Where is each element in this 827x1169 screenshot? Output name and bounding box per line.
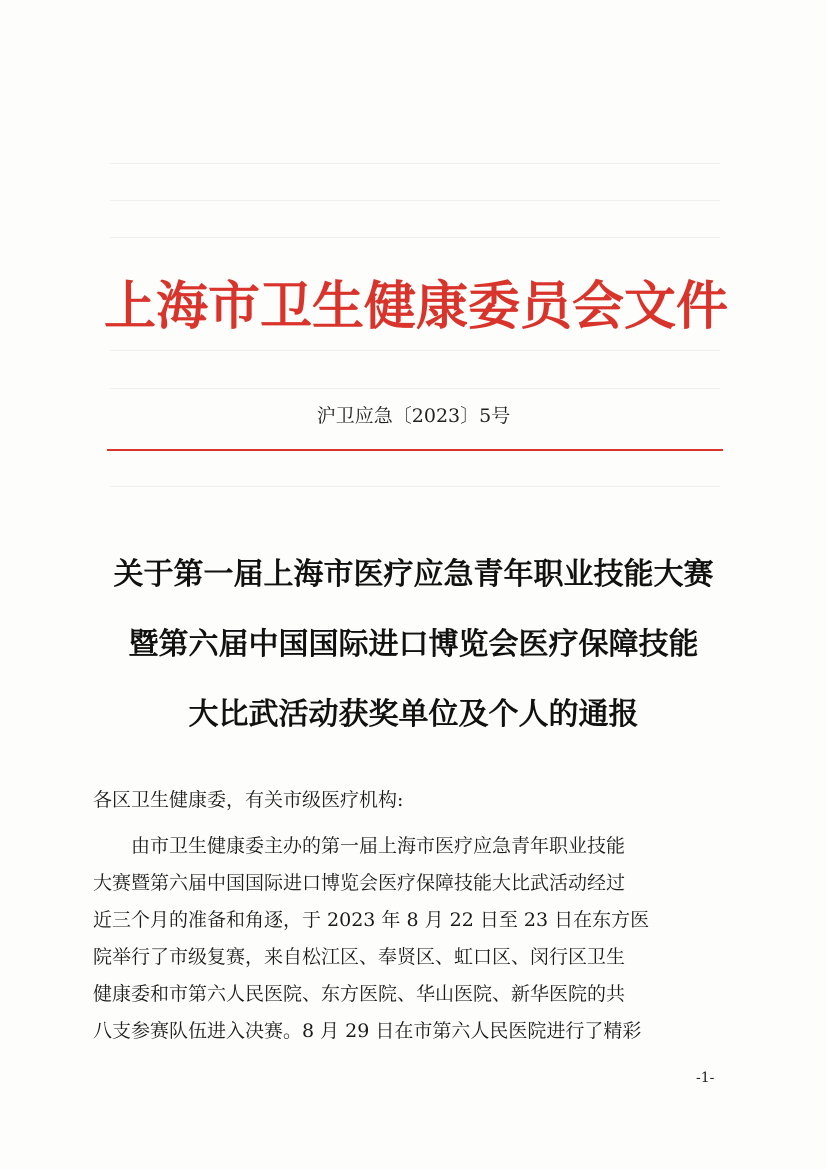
page-number: -1- [696,1070,715,1086]
bleed-through-line [110,237,720,238]
document-number: 沪卫应急〔2023〕5号 [316,405,511,427]
body-line: 近三个月的准备和角逐，于 2023 年 8 月 22 日至 23 日在东方医 [93,909,650,931]
bleed-through-line [110,388,720,389]
bleed-through-line [110,163,720,164]
bleed-through-line [110,350,720,351]
red-header-rule [107,449,723,451]
subject-line: 暨第六届中国国际进口博览会医疗保障技能 [128,627,699,662]
body-line: 由市卫生健康委主办的第一届上海市医疗应急青年职业技能 [131,835,626,857]
bleed-through-line [110,200,720,201]
document-subject [60,540,767,750]
body-paragraph [93,828,738,1050]
body-line: 健康委和市第六人民医院、东方医院、华山医院、新华医院的共 [93,983,626,1005]
body-line: 大赛暨第六届中国国际进口博览会医疗保障技能大比武活动经过 [93,872,626,894]
body-line: 院举行了市级复赛，来自松江区、奉贤区、虹口区、闵行区卫生 [93,946,626,968]
subject-line: 大比武活动获奖单位及个人的通报 [188,697,639,732]
salutation: 各区卫生健康委，有关市级医疗机构: [93,789,404,811]
body-line: 八支参赛队伍进入决赛。8 月 29 日在市第六人民医院进行了精彩 [93,1020,642,1042]
issuer-title: 上海市卫生健康委员会文件 [104,276,729,337]
subject-line: 关于第一届上海市医疗应急青年职业技能大赛 [113,557,714,592]
bleed-through-line [110,486,720,487]
